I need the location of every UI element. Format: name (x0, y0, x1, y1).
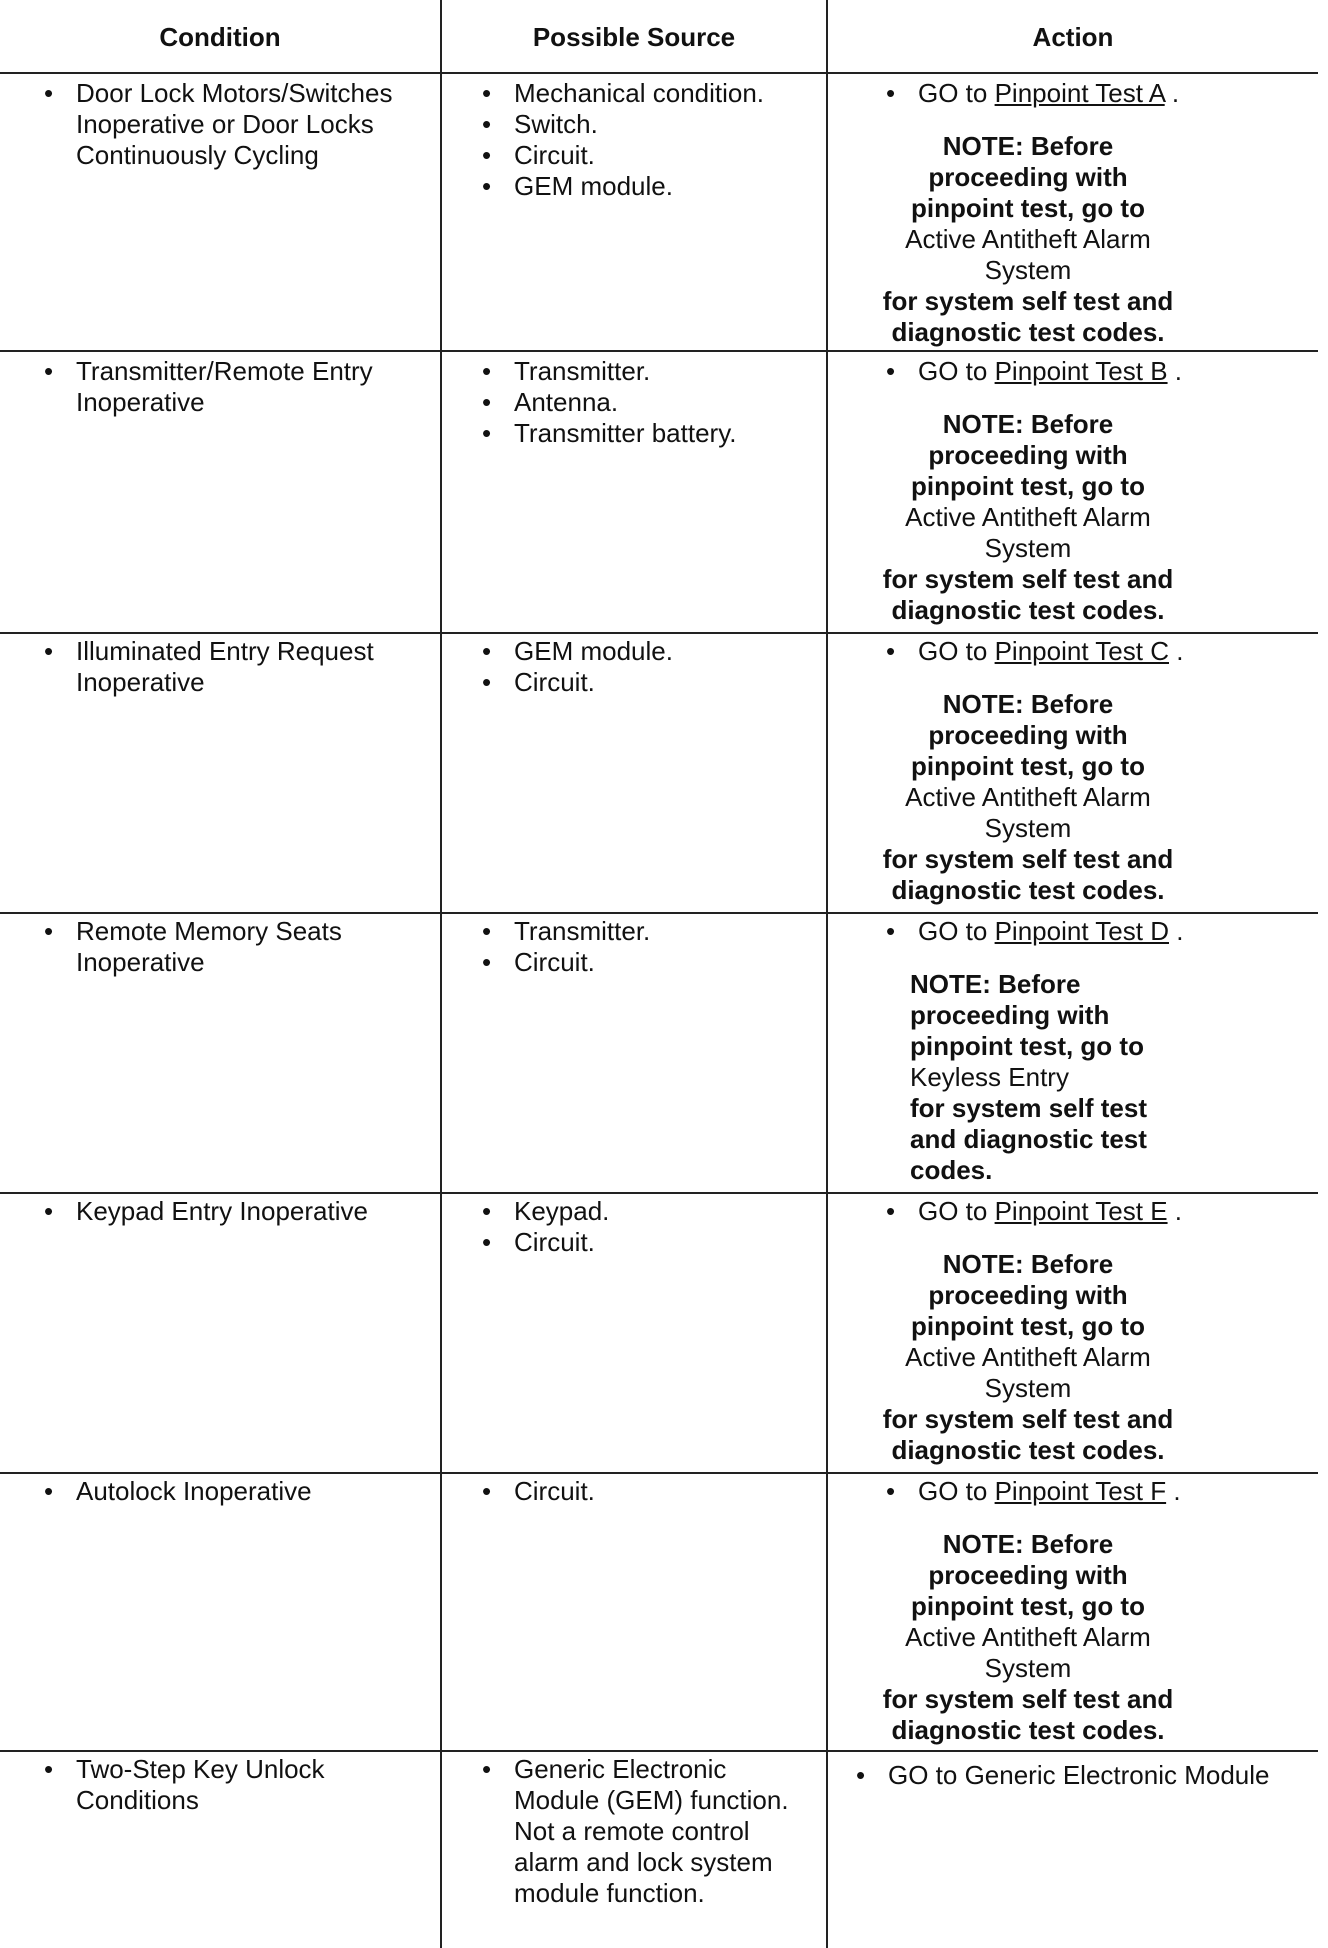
condition-cell (44, 636, 424, 698)
source-item: • Keypad. (482, 1196, 812, 1227)
source-item: • Circuit. (482, 140, 812, 171)
header-action: Action (1032, 22, 1114, 52)
source-item: • Antenna. (482, 387, 812, 418)
note-reference: Active Antitheft Alarm System (905, 224, 1151, 285)
source-item: • Mechanical condition. (482, 78, 812, 109)
go-prefix: GO to (918, 916, 988, 946)
note-reference: Active Antitheft Alarm System (905, 502, 1151, 563)
header-condition: Condition (159, 22, 281, 52)
source-item: • Circuit. (482, 1227, 812, 1258)
source-cell (482, 356, 812, 449)
source-cell (482, 1754, 812, 1909)
source-item: • Circuit. (482, 667, 812, 698)
note-lead: NOTE: Before proceeding with pinpoint test, go to (911, 409, 1145, 501)
source-cell (482, 636, 812, 698)
action-cell (886, 916, 1302, 1186)
note-tail: for system self test and diagnostic test codes. (882, 564, 1174, 625)
go-prefix: GO to (918, 356, 988, 386)
source-cell (482, 78, 812, 202)
note-reference: Active Antitheft Alarm System (905, 782, 1151, 843)
condition-text: • Remote Memory Seats Inoperative (44, 916, 424, 978)
pinpoint-test-a-link[interactable]: Pinpoint Test A (994, 78, 1165, 108)
source-item: • Switch. (482, 109, 812, 140)
condition-text: • Illuminated Entry Request Inoperative (44, 636, 424, 698)
condition-text: • Two-Step Key Unlock Conditions (44, 1754, 424, 1816)
action-go-item: • GO to Pinpoint Test C . (886, 636, 1302, 667)
condition-cell (44, 1476, 424, 1507)
action-cell (882, 636, 1302, 906)
action-go-item: • GO to Generic Electronic Module (856, 1760, 1316, 1791)
row-divider (0, 632, 1318, 634)
pinpoint-test-d-link[interactable]: Pinpoint Test D (994, 916, 1169, 946)
note (878, 409, 1178, 626)
note-lead: NOTE: Before proceeding with pinpoint test, go to (910, 969, 1144, 1061)
source-item: • GEM module. (482, 171, 812, 202)
pinpoint-test-f-link[interactable]: Pinpoint Test F (994, 1476, 1167, 1506)
column-divider-1 (440, 0, 442, 1948)
source-item: • Circuit. (482, 947, 812, 978)
row-divider (0, 1192, 1318, 1194)
condition-cell (44, 1754, 424, 1816)
source-item: • Transmitter. (482, 916, 812, 947)
row-divider (0, 1472, 1318, 1474)
action-go-item: • GO to Pinpoint Test E . (886, 1196, 1302, 1227)
source-cell (482, 916, 812, 978)
note-lead: NOTE: Before proceeding with pinpoint test, go to (911, 689, 1145, 781)
note (878, 1249, 1178, 1466)
note-lead: NOTE: Before proceeding with pinpoint test, go to (911, 131, 1145, 223)
row-divider (0, 912, 1318, 914)
pinpoint-test-b-link[interactable]: Pinpoint Test B (994, 356, 1168, 386)
note (878, 689, 1178, 906)
condition-text: • Autolock Inoperative (44, 1476, 424, 1507)
note-tail: for system self test and diagnostic test codes. (882, 1404, 1174, 1465)
source-cell (482, 1476, 812, 1507)
condition-cell (44, 78, 424, 171)
action-cell (882, 78, 1302, 348)
go-prefix: GO to (918, 636, 988, 666)
note-reference: Active Antitheft Alarm System (905, 1622, 1151, 1683)
header-divider (0, 72, 1318, 74)
go-prefix: GO to (918, 78, 988, 108)
condition-cell (44, 356, 424, 418)
go-prefix: GO to (918, 1196, 988, 1226)
note-reference: Active Antitheft Alarm System (905, 1342, 1151, 1403)
note (878, 1529, 1178, 1746)
note-tail: for system self test and diagnostic test codes. (882, 286, 1174, 347)
action-cell (882, 356, 1302, 626)
action-cell (856, 1760, 1316, 1791)
action-go-item: • GO to Pinpoint Test A . (886, 78, 1302, 109)
note (878, 969, 1200, 1186)
action-go-item: • GO to Pinpoint Test B . (886, 356, 1302, 387)
column-divider-2 (826, 0, 828, 1948)
action-cell (882, 1476, 1302, 1746)
action-cell (882, 1196, 1302, 1466)
source-item: • Transmitter. (482, 356, 812, 387)
action-go-item: • GO to Pinpoint Test D . (886, 916, 1302, 947)
condition-text: • Transmitter/Remote Entry Inoperative (44, 356, 424, 418)
note-lead: NOTE: Before proceeding with pinpoint test, go to (911, 1249, 1145, 1341)
source-cell (482, 1196, 812, 1258)
go-prefix: GO to (918, 1476, 988, 1506)
source-item: • GEM module. (482, 636, 812, 667)
note-tail: for system self test and diagnostic test codes. (910, 1093, 1147, 1185)
note-tail: for system self test and diagnostic test codes. (882, 844, 1174, 905)
row-divider (0, 350, 1318, 352)
note-lead: NOTE: Before proceeding with pinpoint test, go to (911, 1529, 1145, 1621)
condition-cell (44, 1196, 424, 1227)
note (878, 131, 1178, 348)
condition-text: • Door Lock Motors/Switches Inoperative or Door Locks Continuously Cycling (44, 78, 424, 171)
source-item: • Generic Electronic Module (GEM) function. Not a remote control alarm and lock system module function. (482, 1754, 812, 1909)
pinpoint-test-c-link[interactable]: Pinpoint Test C (994, 636, 1169, 666)
note-reference: Keyless Entry (910, 1062, 1069, 1092)
pinpoint-test-e-link[interactable]: Pinpoint Test E (994, 1196, 1168, 1226)
action-go-item: • GO to Pinpoint Test F . (886, 1476, 1302, 1507)
note-tail: for system self test and diagnostic test codes. (882, 1684, 1174, 1745)
source-item: • Circuit. (482, 1476, 812, 1507)
source-item: • Transmitter battery. (482, 418, 812, 449)
header-possible-source: Possible Source (532, 22, 736, 52)
condition-text: • Keypad Entry Inoperative (44, 1196, 424, 1227)
condition-cell (44, 916, 424, 978)
row-divider (0, 1750, 1318, 1752)
